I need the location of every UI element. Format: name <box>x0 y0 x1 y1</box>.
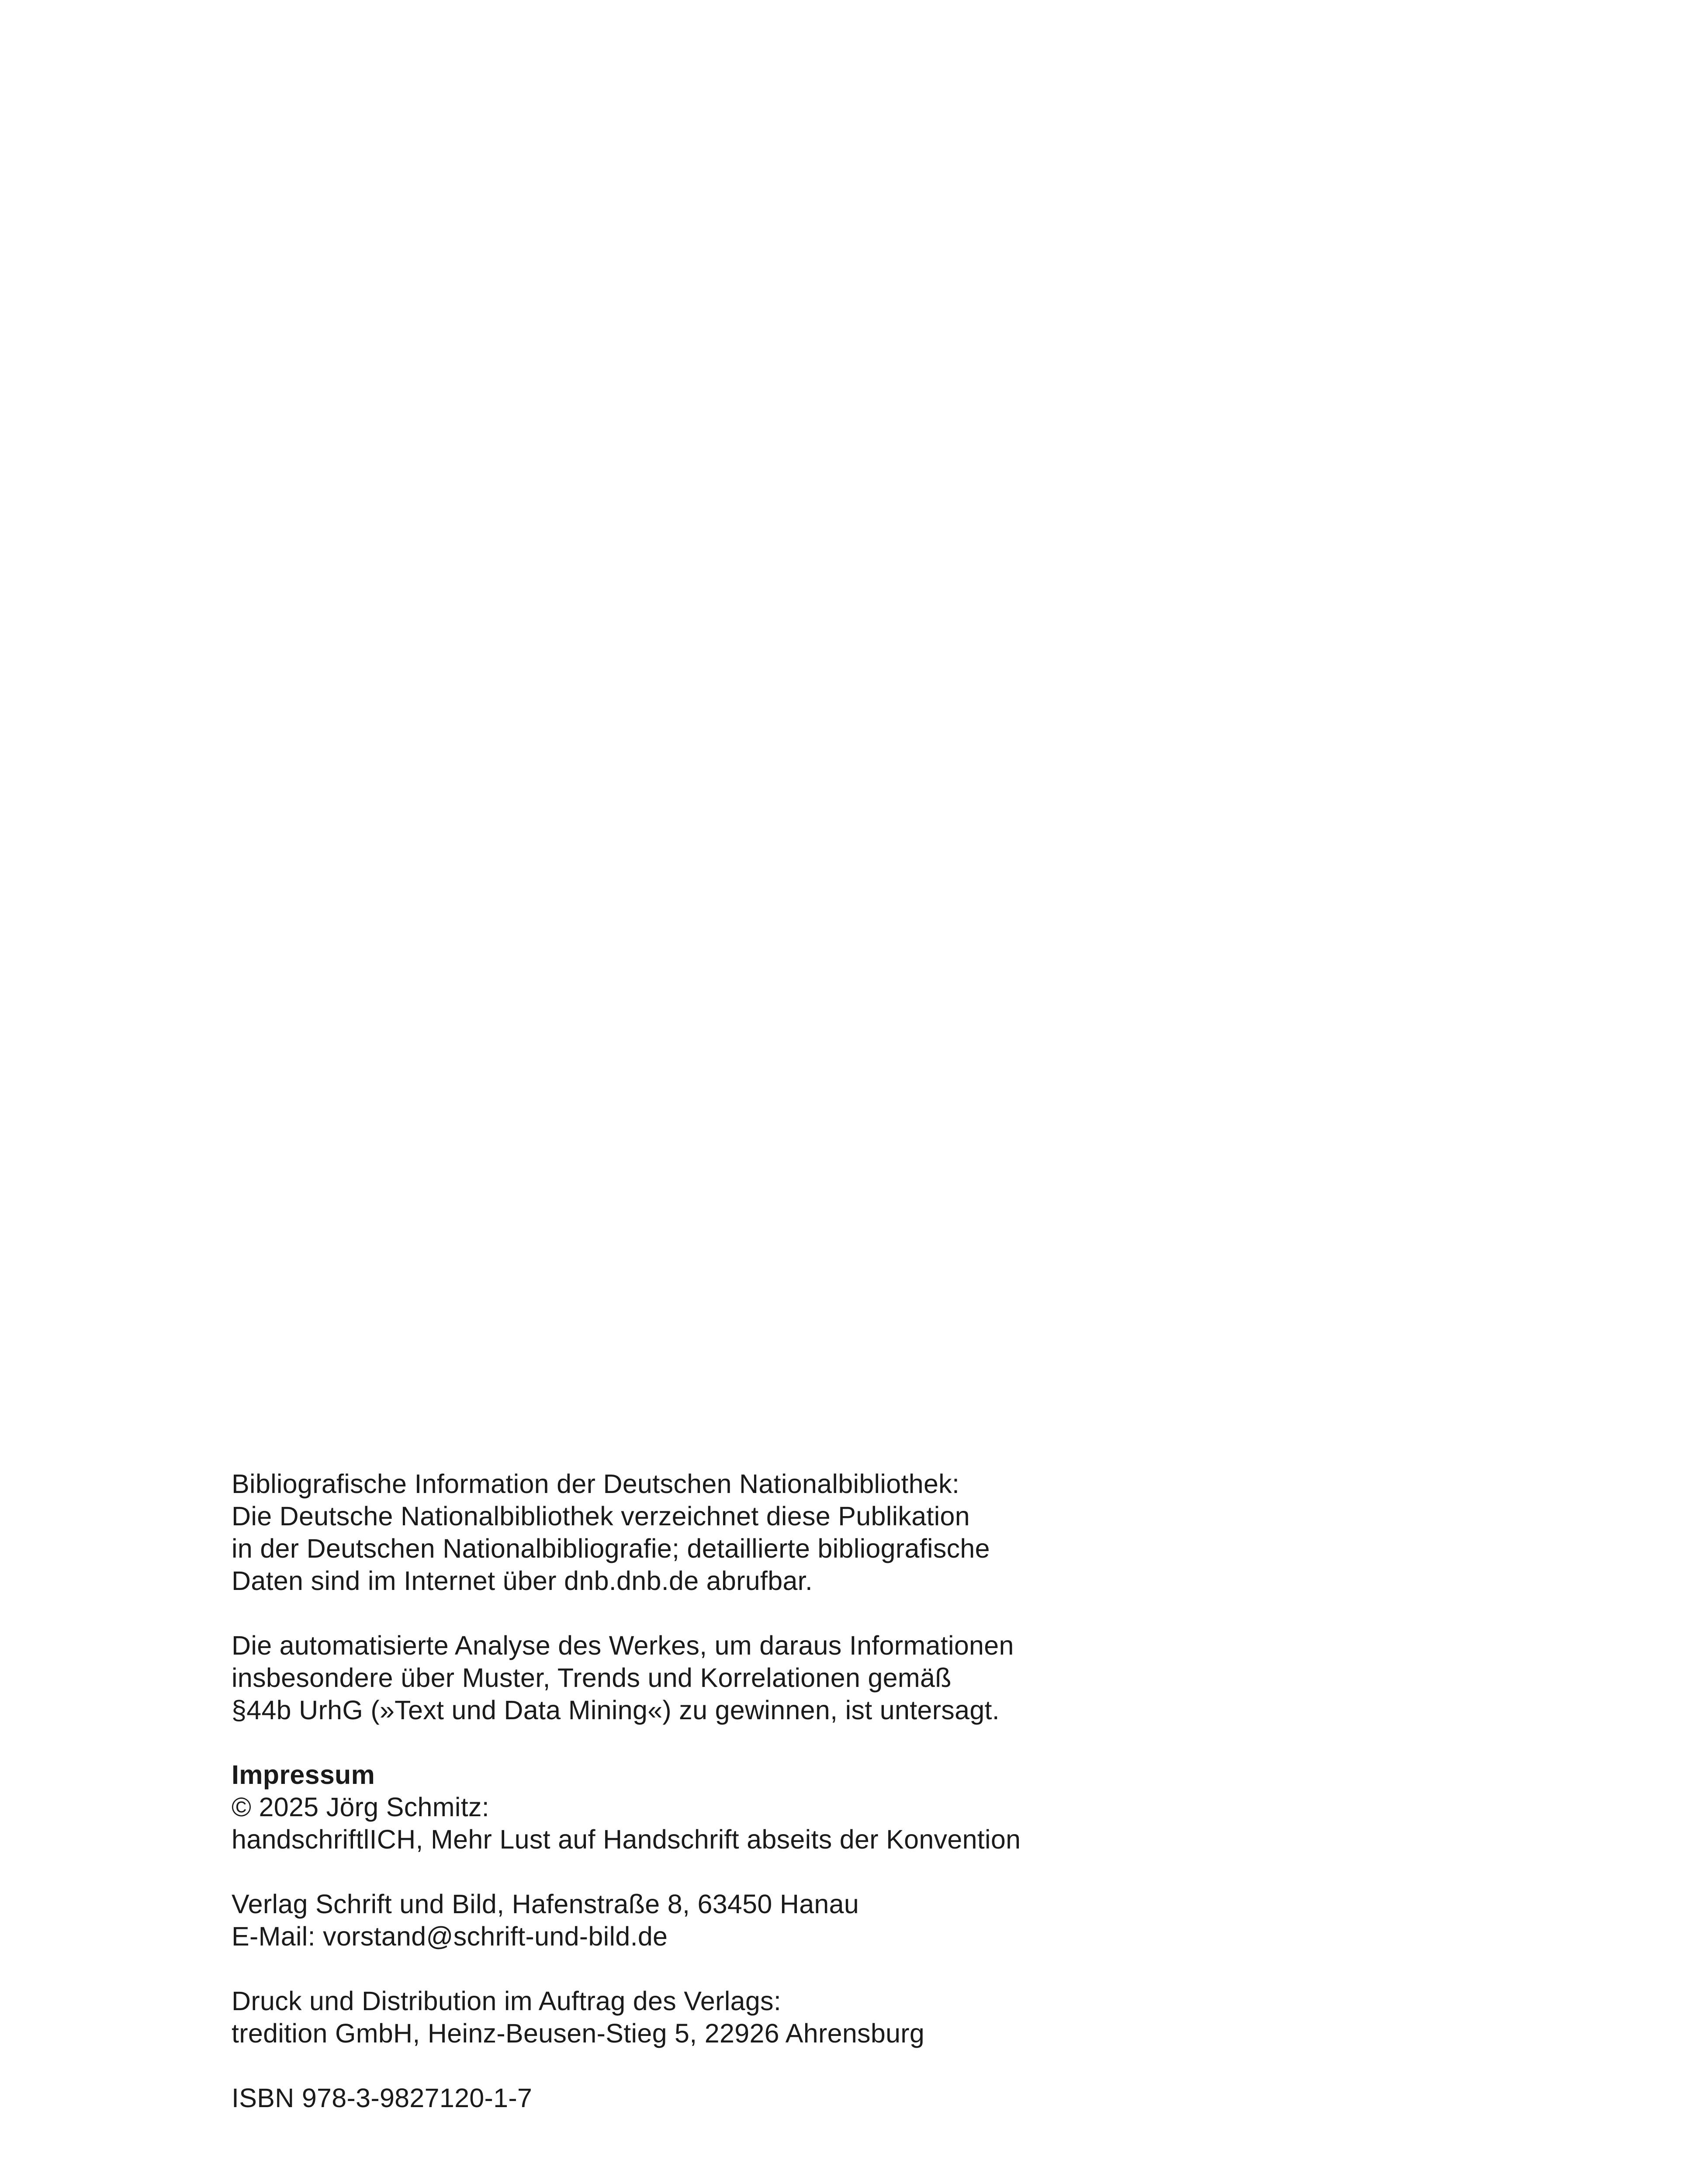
distribution-info <box>232 1985 1499 2049</box>
bibliographic-line: Die Deutsche Nationalbibliothek verzeichnet diese Publikation <box>232 1501 970 1531</box>
tdm-notice-line: Die automatisierte Analyse des Werkes, um daraus Informationen <box>232 1631 1014 1660</box>
bibliographic-line: in der Deutschen Nationalbibliografie; detaillierte bibliografische <box>232 1534 990 1563</box>
isbn-block <box>232 2082 1499 2114</box>
impressum <box>232 1759 1499 1856</box>
bibliographic-line: Daten sind im Internet über dnb.dnb.de abrufbar. <box>232 1566 813 1596</box>
tdm-notice-line: insbesondere über Muster, Trends und Korrelationen gemäß <box>232 1663 952 1693</box>
bibliographic-info <box>232 1468 1499 1597</box>
tdm-notice-line: §44b UrhG (»Text und Data Mining«) zu gewinnen, ist untersagt. <box>232 1695 1000 1725</box>
publisher-address: Verlag Schrift und Bild, Hafenstraße 8, 63450 Hanau <box>232 1889 859 1919</box>
isbn: ISBN 978-3-9827120-1-7 <box>232 2083 533 2113</box>
tdm-notice <box>232 1629 1499 1726</box>
distribution-intro: Druck und Distribution im Auftrag des Verlags: <box>232 1986 782 2016</box>
impressum-heading: Impressum <box>232 1760 375 1790</box>
distribution-company: tredition GmbH, Heinz-Beusen-Stieg 5, 22926 Ahrensburg <box>232 2018 925 2048</box>
book-title: handschriftlICH, Mehr Lust auf Handschrift abseits der Konvention <box>232 1825 1021 1854</box>
bibliographic-line: Bibliografische Information der Deutschen Nationalbibliothek: <box>232 1469 960 1499</box>
copyright-line: © 2025 Jörg Schmitz: <box>232 1792 490 1822</box>
imprint-section <box>232 1468 1499 2146</box>
publisher-info <box>232 1888 1499 1952</box>
publisher-email: E-Mail: vorstand@schrift-und-bild.de <box>232 1921 668 1951</box>
